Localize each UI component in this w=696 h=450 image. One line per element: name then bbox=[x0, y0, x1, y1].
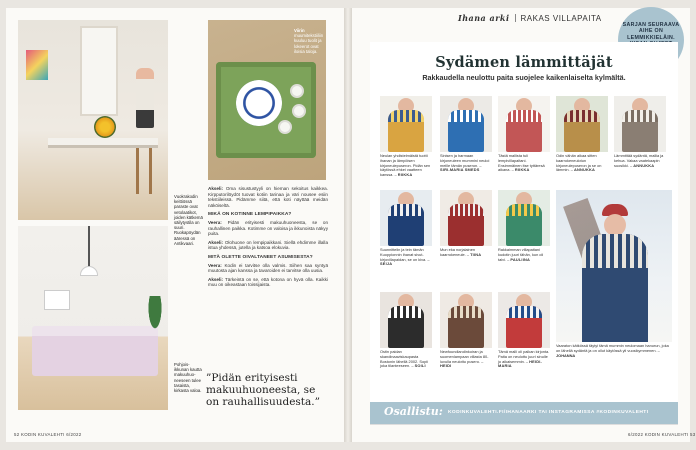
sweater-photo bbox=[380, 190, 432, 246]
question-heading-1: MIKÄ ON KOTINNE LEMPIPAIKKA? bbox=[208, 212, 292, 218]
sweater-photo bbox=[440, 292, 492, 348]
sweater-photo bbox=[614, 96, 666, 152]
sweater-photo bbox=[440, 190, 492, 246]
page-gutter bbox=[344, 8, 352, 442]
sweater-photo bbox=[498, 190, 550, 246]
featured-sweater bbox=[556, 190, 672, 358]
section-header: Ihana arki RAKAS VILLAPAITA bbox=[458, 13, 602, 23]
sweater-caption: Odin vähän aikaa sitten kaarrokeneulotun kirjoneulepuseron ja se on lämmin. – ANNUKKA bbox=[556, 153, 602, 173]
sweater-caption: Neulan yhdistelmäistä tuotti ihanan ja lämpöisen kirjoneulepuseron. Pidän sen käytössä ehkei vaatteen kanssa. – RIIKKA bbox=[380, 153, 431, 178]
sweater-tile bbox=[380, 292, 432, 369]
next-topic-badge: SARJAN SEURAAVA AIHE ON LEMMIKKIELÄIN. bbox=[618, 7, 684, 73]
kitchen-caption: Vuokrakodin keittiössä paraste ovat vetolaatikot, joiden kätkemä säilytystila on suuri. Ruokapöydän ääressä on Antikvaari. bbox=[174, 194, 203, 246]
sweater-caption: Newfoundlandinkoiran ja suomenlampaan villasta 80-luvulla neulottu pusero. – HEIDI bbox=[440, 349, 489, 369]
page-subtitle: Rakkaudella neulottu paita suojelee kaikenlaiselta kylmältä. bbox=[422, 73, 626, 82]
sweater-photo bbox=[498, 96, 550, 152]
tray-caption: Viirin muumitekstiiliin kuuluu tuolit ja lokeerot ovat iloisia taloja. bbox=[294, 28, 324, 54]
sweater-caption: Mun eka norjalainen kaarrokeneule. – TIINA bbox=[440, 247, 482, 257]
sweater-caption: Tästä mallista tuli lempivillapaitani. Ensimmäinen itse tyttäresä aikana. – RIIKKA bbox=[498, 153, 545, 173]
featured-caption: Vaaraton kätkössä täytyi tämä mummin neulomaan hanurun, joka on lähellä sydäntä ja on ollut käytössä yli vuosikymmenen. – JOHANNA bbox=[556, 343, 669, 358]
sweater-caption: Ostin paidan skandinaaviskaupasta Bostonin lähellä 2002. Sopii joka tilanteeseen. – SOILI bbox=[380, 349, 429, 369]
sweater-caption: Suunnittelin ja tein tämän Kuoppionnin ihanat sivut-kirjovillapaidan, se on kiva. – SEIJA bbox=[380, 247, 430, 267]
sweater-photo bbox=[440, 96, 492, 152]
participate-url[interactable]: KODINKUVALEHTI.FI/IHANAARKI TAI INSTAGRAMISSA #KODINKUVALEHTI bbox=[448, 410, 649, 415]
sweater-tile bbox=[440, 292, 492, 369]
article-body: Akseli: Oma sisustustyyli on hieman sekoitus kaikkea. Kirpputorilöydöt tuovat kotiin tarinaa ja väri nousee esiin tekstiileissä. Pidämme siitä, että koti näyttää meidän näköiseltä. MIKÄ ON KOTINNE LEMPIPAIKKA? Veera: Pidän erityisesti makuuhuoneesta, se on rauhallinen paikka. Kotimme on valoisa ja ikkunoista näkyy puita. Akseli: Olohuone on lempipaikkani. Siellä ehdimme illalla istua yhdessä, jutella ja katsoa elokuvia. MITÄ OLETTE OIVALTANEET ASUMISESTA? Veera: Kodin ei tarvitse olla valmis. Siihen saa syntyä muutosta ajan kanssa ja tavaroiden ei tarvitse olla uusia. Akseli: Tärkeintä on se, että kotona on hyvä olla. Kaikki muu on oikeastaan toissijaista. bbox=[208, 186, 329, 288]
sweater-photo bbox=[498, 292, 550, 348]
sweater-photo bbox=[380, 96, 432, 152]
sweater-tile bbox=[614, 96, 666, 168]
sweater-caption: Lämmittää sydäntä, mallia ja kehua. Vakaa vaatekaapin suosikki. – ANNUKKA bbox=[614, 153, 664, 168]
sweater-photo bbox=[556, 96, 608, 152]
bedroom-caption: Pohjois-ikkunan kautta makuuhuo-neeseen tulee tasaista, kirkasta valoa. bbox=[174, 362, 202, 394]
participate-label: Osallistu: bbox=[384, 405, 443, 418]
pull-quote: ”Pidän erityisesti makuuhuoneesta, se on rauhallisuudesta.” bbox=[206, 372, 320, 408]
sweater-caption: Rakkaimman villapaitani kudotin juuri tähän, kun oli talvi. – PAULIINA bbox=[498, 247, 544, 262]
sweater-caption: Sinisen ja harmaan kirjoneuleen mummini neuloi meille tämän puseron. – SIRI-MARIA SMEDS bbox=[440, 153, 490, 173]
sweater-tile bbox=[556, 96, 608, 173]
page-title: Sydämen lämmittäjät bbox=[435, 54, 613, 71]
sweater-tile bbox=[380, 190, 432, 267]
participate-bar bbox=[370, 402, 678, 424]
left-folio: 52 KODIN KUVALEHTI 6/2022 bbox=[14, 432, 82, 437]
kitchen-photo bbox=[18, 20, 168, 220]
sweater-tile bbox=[498, 96, 550, 173]
sweater-tile bbox=[498, 292, 550, 369]
sweater-tile bbox=[498, 190, 550, 262]
bedroom-photo bbox=[18, 226, 168, 410]
right-folio: 6/2022 KODIN KUVALEHTI 53 bbox=[628, 432, 696, 437]
sweater-tile bbox=[440, 96, 492, 173]
sweater-tile bbox=[440, 190, 492, 258]
question-heading-2: MITÄ OLETTE OIVALTANEET ASUMISESTA? bbox=[208, 254, 313, 260]
sweater-tile bbox=[380, 96, 432, 178]
sweater-photo bbox=[380, 292, 432, 348]
sweater-caption: Tämä malli oli paikan kirjonta. Paita on neulottu juuri sinulle jo aikaisemmin. – HEIDI-MARIA bbox=[498, 349, 550, 369]
featured-sweater-photo bbox=[556, 190, 672, 342]
